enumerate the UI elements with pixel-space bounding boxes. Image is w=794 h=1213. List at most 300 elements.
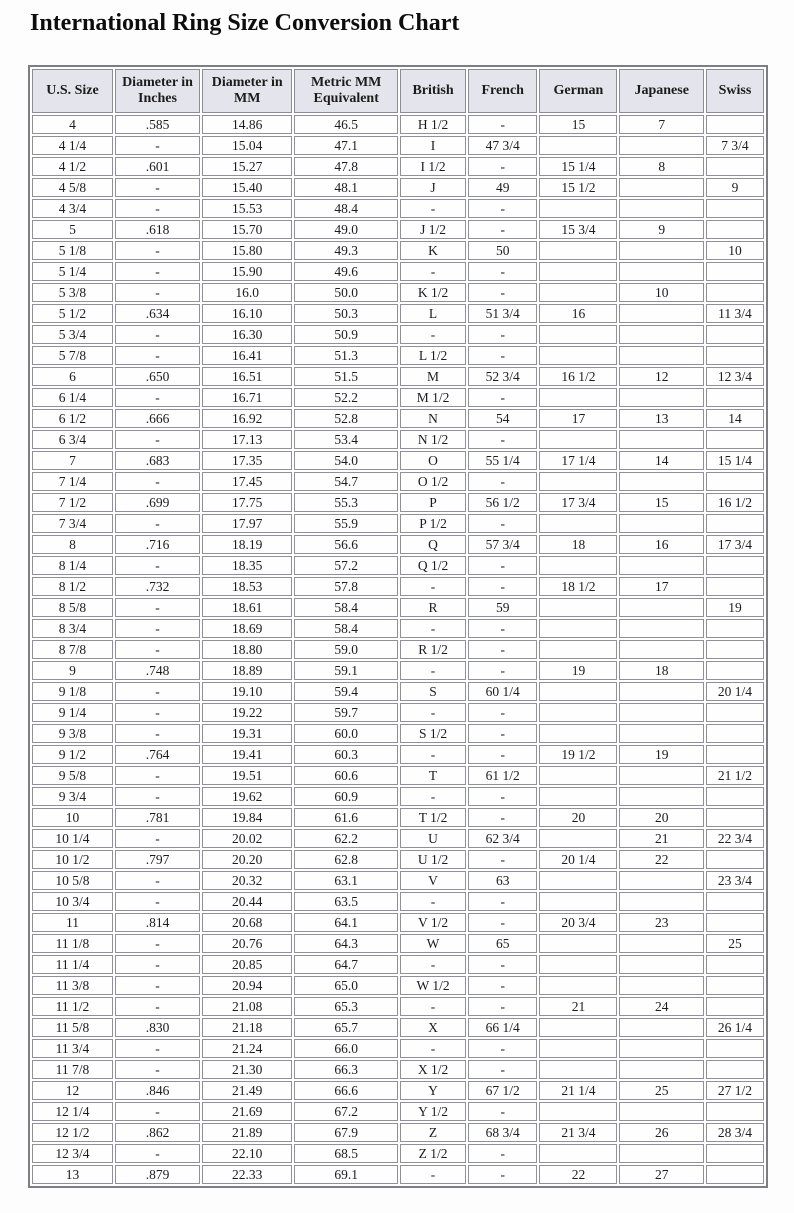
table-cell-swiss: 27 1/2 (706, 1081, 764, 1100)
table-cell-metric-mm-equivalent: 48.4 (294, 199, 398, 218)
table-cell-diameter-inches: .862 (115, 1123, 200, 1142)
table-cell-diameter-mm: 22.33 (202, 1165, 292, 1184)
table-cell-diameter-mm: 18.89 (202, 661, 292, 680)
table-cell-metric-mm-equivalent: 60.6 (294, 766, 398, 785)
table-cell-swiss (706, 703, 764, 722)
table-cell-diameter-mm: 20.02 (202, 829, 292, 848)
table-row (32, 871, 764, 890)
table-cell-metric-mm-equivalent: 62.2 (294, 829, 398, 848)
table-cell-german: 18 1/2 (539, 577, 617, 596)
table-cell-swiss (706, 262, 764, 281)
table-cell-us-size: 6 (32, 367, 113, 386)
table-cell-german: 19 (539, 661, 617, 680)
table-cell-us-size: 11 3/8 (32, 976, 113, 995)
table-cell-japanese (619, 556, 703, 575)
table-cell-diameter-inches: .732 (115, 577, 200, 596)
table-cell-diameter-mm: 16.41 (202, 346, 292, 365)
table-cell-diameter-mm: 16.92 (202, 409, 292, 428)
table-cell-metric-mm-equivalent: 54.0 (294, 451, 398, 470)
table-cell-metric-mm-equivalent: 60.9 (294, 787, 398, 806)
table-cell-swiss: 20 1/4 (706, 682, 764, 701)
table-row (32, 283, 764, 302)
table-cell-german (539, 598, 617, 617)
table-cell-japanese (619, 934, 703, 953)
table-cell-us-size: 6 3/4 (32, 430, 113, 449)
table-cell-diameter-mm: 21.89 (202, 1123, 292, 1142)
table-cell-us-size: 11 3/4 (32, 1039, 113, 1058)
table-row (32, 178, 764, 197)
table-cell-french: 57 3/4 (468, 535, 537, 554)
table-cell-diameter-inches: - (115, 955, 200, 974)
table-cell-diameter-inches: .764 (115, 745, 200, 764)
table-cell-metric-mm-equivalent: 48.1 (294, 178, 398, 197)
table-row (32, 388, 764, 407)
table-cell-german: 18 (539, 535, 617, 554)
table-cell-metric-mm-equivalent: 59.1 (294, 661, 398, 680)
table-cell-british: - (400, 1039, 466, 1058)
table-cell-diameter-mm: 19.22 (202, 703, 292, 722)
column-header-us-size: U.S. Size (32, 69, 113, 113)
table-cell-french: 55 1/4 (468, 451, 537, 470)
table-cell-metric-mm-equivalent: 50.9 (294, 325, 398, 344)
table-cell-diameter-inches: - (115, 1039, 200, 1058)
table-cell-swiss (706, 808, 764, 827)
table-cell-french: - (468, 199, 537, 218)
table-cell-french: - (468, 1102, 537, 1121)
table-cell-french: - (468, 262, 537, 281)
table-cell-british: - (400, 955, 466, 974)
table-cell-diameter-inches: - (115, 787, 200, 806)
table-cell-british: T 1/2 (400, 808, 466, 827)
table-cell-us-size: 13 (32, 1165, 113, 1184)
table-cell-british: K (400, 241, 466, 260)
table-cell-metric-mm-equivalent: 52.8 (294, 409, 398, 428)
table-row (32, 682, 764, 701)
table-row (32, 157, 764, 176)
table-cell-japanese (619, 1039, 703, 1058)
table-cell-british: R 1/2 (400, 640, 466, 659)
table-cell-diameter-mm: 18.69 (202, 619, 292, 638)
table-cell-us-size: 10 5/8 (32, 871, 113, 890)
table-cell-swiss (706, 640, 764, 659)
table-cell-diameter-inches: - (115, 829, 200, 848)
table-cell-diameter-mm: 17.97 (202, 514, 292, 533)
table-cell-us-size: 12 3/4 (32, 1144, 113, 1163)
table-body (32, 115, 764, 1184)
table-cell-german: 21 (539, 997, 617, 1016)
table-cell-metric-mm-equivalent: 49.0 (294, 220, 398, 239)
table-cell-japanese (619, 514, 703, 533)
table-cell-french: - (468, 220, 537, 239)
table-cell-british: Z 1/2 (400, 1144, 466, 1163)
table-cell-french: 52 3/4 (468, 367, 537, 386)
table-cell-diameter-mm: 18.61 (202, 598, 292, 617)
table-cell-diameter-mm: 20.20 (202, 850, 292, 869)
table-cell-metric-mm-equivalent: 61.6 (294, 808, 398, 827)
table-cell-diameter-inches: - (115, 241, 200, 260)
table-cell-japanese: 19 (619, 745, 703, 764)
table-cell-us-size: 9 1/2 (32, 745, 113, 764)
table-cell-diameter-mm: 21.69 (202, 1102, 292, 1121)
table-cell-swiss: 17 3/4 (706, 535, 764, 554)
table-cell-diameter-mm: 21.24 (202, 1039, 292, 1058)
table-cell-diameter-inches: - (115, 283, 200, 302)
table-cell-swiss (706, 976, 764, 995)
table-cell-swiss (706, 514, 764, 533)
table-cell-japanese: 14 (619, 451, 703, 470)
table-cell-japanese (619, 199, 703, 218)
table-cell-diameter-mm: 19.51 (202, 766, 292, 785)
table-cell-diameter-inches: .830 (115, 1018, 200, 1037)
table-cell-french: 59 (468, 598, 537, 617)
table-cell-german (539, 1102, 617, 1121)
table-cell-japanese (619, 724, 703, 743)
table-cell-diameter-mm: 21.18 (202, 1018, 292, 1037)
table-cell-japanese (619, 682, 703, 701)
table-cell-metric-mm-equivalent: 68.5 (294, 1144, 398, 1163)
table-cell-japanese: 26 (619, 1123, 703, 1142)
table-row (32, 766, 764, 785)
table-cell-diameter-inches: - (115, 346, 200, 365)
table-cell-diameter-inches: - (115, 640, 200, 659)
table-cell-german (539, 262, 617, 281)
table-cell-diameter-inches: - (115, 619, 200, 638)
table-cell-diameter-mm: 20.44 (202, 892, 292, 911)
table-cell-french: - (468, 1060, 537, 1079)
table-row (32, 619, 764, 638)
table-cell-diameter-mm: 18.35 (202, 556, 292, 575)
table-cell-british: - (400, 997, 466, 1016)
table-cell-diameter-inches: - (115, 934, 200, 953)
table-row (32, 1123, 764, 1142)
table-cell-diameter-inches: - (115, 703, 200, 722)
table-row (32, 808, 764, 827)
page-title: International Ring Size Conversion Chart (30, 10, 460, 36)
table-cell-metric-mm-equivalent: 59.4 (294, 682, 398, 701)
table-cell-japanese (619, 619, 703, 638)
table-cell-diameter-mm: 20.76 (202, 934, 292, 953)
table-cell-french: - (468, 619, 537, 638)
table-cell-french: 51 3/4 (468, 304, 537, 323)
table-cell-us-size: 10 1/2 (32, 850, 113, 869)
table-cell-diameter-inches: .699 (115, 493, 200, 512)
table-row (32, 577, 764, 596)
column-header-german: German (539, 69, 617, 113)
table-row (32, 724, 764, 743)
table-cell-british: N 1/2 (400, 430, 466, 449)
table-cell-german: 17 1/4 (539, 451, 617, 470)
table-cell-german: 20 (539, 808, 617, 827)
table-cell-french: - (468, 115, 537, 134)
table-cell-swiss (706, 220, 764, 239)
table-cell-japanese: 18 (619, 661, 703, 680)
table-cell-diameter-mm: 16.10 (202, 304, 292, 323)
table-cell-swiss (706, 472, 764, 491)
table-cell-us-size: 9 1/8 (32, 682, 113, 701)
table-cell-british: Q 1/2 (400, 556, 466, 575)
table-cell-french: - (468, 1039, 537, 1058)
table-cell-swiss: 15 1/4 (706, 451, 764, 470)
table-cell-metric-mm-equivalent: 52.2 (294, 388, 398, 407)
table-cell-metric-mm-equivalent: 60.0 (294, 724, 398, 743)
table-row (32, 661, 764, 680)
table-cell-diameter-inches: - (115, 892, 200, 911)
table-cell-japanese: 10 (619, 283, 703, 302)
table-cell-us-size: 8 (32, 535, 113, 554)
table-cell-french: - (468, 913, 537, 932)
table-cell-german (539, 619, 617, 638)
table-row (32, 598, 764, 617)
table-cell-swiss (706, 556, 764, 575)
table-cell-us-size: 9 3/8 (32, 724, 113, 743)
table-cell-us-size: 8 7/8 (32, 640, 113, 659)
table-cell-metric-mm-equivalent: 47.8 (294, 157, 398, 176)
table-cell-german (539, 955, 617, 974)
table-cell-diameter-inches: .879 (115, 1165, 200, 1184)
table-cell-metric-mm-equivalent: 69.1 (294, 1165, 398, 1184)
table-cell-japanese (619, 472, 703, 491)
table-cell-british: Y 1/2 (400, 1102, 466, 1121)
table-cell-diameter-inches: - (115, 598, 200, 617)
table-cell-german (539, 1060, 617, 1079)
table-cell-german (539, 346, 617, 365)
table-cell-us-size: 7 (32, 451, 113, 470)
table-cell-french: 66 1/4 (468, 1018, 537, 1037)
table-cell-metric-mm-equivalent: 51.3 (294, 346, 398, 365)
table-cell-swiss: 28 3/4 (706, 1123, 764, 1142)
table-cell-diameter-inches: - (115, 262, 200, 281)
table-row (32, 136, 764, 155)
table-row (32, 472, 764, 491)
table-cell-german (539, 241, 617, 260)
table-cell-swiss: 10 (706, 241, 764, 260)
table-cell-german: 16 (539, 304, 617, 323)
table-cell-british: J (400, 178, 466, 197)
table-cell-metric-mm-equivalent: 65.0 (294, 976, 398, 995)
table-row (32, 1165, 764, 1184)
table-cell-british: T (400, 766, 466, 785)
table-cell-french: - (468, 472, 537, 491)
table-cell-diameter-inches: - (115, 997, 200, 1016)
table-cell-swiss (706, 850, 764, 869)
table-cell-swiss: 22 3/4 (706, 829, 764, 848)
table-cell-metric-mm-equivalent: 55.3 (294, 493, 398, 512)
table-cell-us-size: 9 1/4 (32, 703, 113, 722)
table-cell-us-size: 5 3/4 (32, 325, 113, 344)
table-cell-diameter-inches: .846 (115, 1081, 200, 1100)
table-row (32, 535, 764, 554)
table-row (32, 514, 764, 533)
table-cell-us-size: 6 1/4 (32, 388, 113, 407)
table-row (32, 451, 764, 470)
table-cell-diameter-inches: .666 (115, 409, 200, 428)
table-cell-british: Q (400, 535, 466, 554)
table-cell-swiss (706, 388, 764, 407)
table-cell-french: - (468, 1144, 537, 1163)
column-header-swiss: Swiss (706, 69, 764, 113)
table-cell-metric-mm-equivalent: 66.6 (294, 1081, 398, 1100)
table-cell-french: - (468, 703, 537, 722)
table-cell-japanese (619, 871, 703, 890)
table-row (32, 745, 764, 764)
table-row (32, 556, 764, 575)
table-cell-swiss (706, 157, 764, 176)
table-cell-japanese: 21 (619, 829, 703, 848)
table-cell-metric-mm-equivalent: 49.3 (294, 241, 398, 260)
table-cell-us-size: 4 (32, 115, 113, 134)
table-cell-us-size: 11 7/8 (32, 1060, 113, 1079)
table-cell-diameter-inches: - (115, 136, 200, 155)
table-cell-us-size: 8 1/4 (32, 556, 113, 575)
table-row (32, 850, 764, 869)
table-cell-british: L 1/2 (400, 346, 466, 365)
table-cell-diameter-inches: - (115, 556, 200, 575)
table-cell-diameter-inches: .585 (115, 115, 200, 134)
table-cell-german: 16 1/2 (539, 367, 617, 386)
table-cell-diameter-mm: 21.08 (202, 997, 292, 1016)
table-cell-us-size: 4 1/2 (32, 157, 113, 176)
table-cell-metric-mm-equivalent: 50.3 (294, 304, 398, 323)
table-cell-british: - (400, 325, 466, 344)
table-cell-diameter-inches: .781 (115, 808, 200, 827)
table-cell-german (539, 829, 617, 848)
table-cell-diameter-mm: 15.70 (202, 220, 292, 239)
table-cell-british: - (400, 577, 466, 596)
table-cell-swiss: 11 3/4 (706, 304, 764, 323)
column-header-diameter-mm: Diameter in MM (202, 69, 292, 113)
table-cell-french: 68 3/4 (468, 1123, 537, 1142)
table-cell-french: 50 (468, 241, 537, 260)
table-cell-metric-mm-equivalent: 58.4 (294, 598, 398, 617)
table-cell-british: W 1/2 (400, 976, 466, 995)
table-row (32, 220, 764, 239)
table-cell-metric-mm-equivalent: 63.5 (294, 892, 398, 911)
table-cell-us-size: 11 5/8 (32, 1018, 113, 1037)
table-cell-german (539, 199, 617, 218)
table-cell-us-size: 12 1/4 (32, 1102, 113, 1121)
table-cell-us-size: 7 3/4 (32, 514, 113, 533)
table-cell-diameter-inches: - (115, 1144, 200, 1163)
table-cell-us-size: 4 1/4 (32, 136, 113, 155)
table-cell-german: 20 1/4 (539, 850, 617, 869)
table-cell-diameter-inches: - (115, 178, 200, 197)
table-row (32, 934, 764, 953)
table-cell-french: - (468, 556, 537, 575)
table-cell-british: P (400, 493, 466, 512)
table-cell-diameter-mm: 20.94 (202, 976, 292, 995)
table-cell-german (539, 283, 617, 302)
table-cell-german (539, 472, 617, 491)
table-row (32, 787, 764, 806)
table-cell-diameter-mm: 16.71 (202, 388, 292, 407)
table-cell-japanese: 17 (619, 577, 703, 596)
table-cell-us-size: 8 5/8 (32, 598, 113, 617)
table-cell-german (539, 976, 617, 995)
table-cell-japanese (619, 955, 703, 974)
table-cell-japanese (619, 178, 703, 197)
table-cell-metric-mm-equivalent: 66.0 (294, 1039, 398, 1058)
table-cell-french: 47 3/4 (468, 136, 537, 155)
table-cell-french: - (468, 997, 537, 1016)
ring-size-conversion-table (28, 65, 768, 1188)
table-cell-french: - (468, 661, 537, 680)
table-cell-french: - (468, 808, 537, 827)
table-cell-diameter-inches: .634 (115, 304, 200, 323)
table-cell-japanese (619, 304, 703, 323)
table-cell-us-size: 12 (32, 1081, 113, 1100)
table-cell-swiss (706, 325, 764, 344)
table-cell-metric-mm-equivalent: 55.9 (294, 514, 398, 533)
table-cell-diameter-mm: 19.31 (202, 724, 292, 743)
table-cell-metric-mm-equivalent: 63.1 (294, 871, 398, 890)
table-cell-diameter-mm: 15.80 (202, 241, 292, 260)
table-cell-diameter-inches: .797 (115, 850, 200, 869)
table-cell-us-size: 11 1/2 (32, 997, 113, 1016)
table-cell-german (539, 871, 617, 890)
table-cell-japanese (619, 241, 703, 260)
table-cell-british: I (400, 136, 466, 155)
table-cell-japanese (619, 703, 703, 722)
table-cell-swiss (706, 661, 764, 680)
table-cell-us-size: 5 7/8 (32, 346, 113, 365)
table-cell-metric-mm-equivalent: 65.3 (294, 997, 398, 1016)
table-cell-swiss (706, 619, 764, 638)
table-cell-us-size: 10 (32, 808, 113, 827)
table-cell-british: N (400, 409, 466, 428)
table-cell-british: V 1/2 (400, 913, 466, 932)
table-cell-german: 15 1/4 (539, 157, 617, 176)
table-cell-metric-mm-equivalent: 57.8 (294, 577, 398, 596)
table-cell-diameter-mm: 21.30 (202, 1060, 292, 1079)
table-row (32, 325, 764, 344)
table-cell-diameter-inches: - (115, 1102, 200, 1121)
table-cell-british: I 1/2 (400, 157, 466, 176)
table-cell-german: 21 3/4 (539, 1123, 617, 1142)
table-cell-french: - (468, 745, 537, 764)
table-cell-diameter-inches: - (115, 766, 200, 785)
table-cell-us-size: 8 1/2 (32, 577, 113, 596)
table-cell-swiss (706, 892, 764, 911)
table-cell-british: J 1/2 (400, 220, 466, 239)
column-header-british: British (400, 69, 466, 113)
table-cell-british: - (400, 661, 466, 680)
table-cell-diameter-mm: 15.04 (202, 136, 292, 155)
table-cell-metric-mm-equivalent: 59.7 (294, 703, 398, 722)
table-cell-german (539, 514, 617, 533)
table-cell-us-size: 4 3/4 (32, 199, 113, 218)
table-cell-british: H 1/2 (400, 115, 466, 134)
table-cell-german (539, 766, 617, 785)
table-cell-diameter-inches: .683 (115, 451, 200, 470)
table-cell-diameter-inches: - (115, 1060, 200, 1079)
table-cell-diameter-inches: - (115, 430, 200, 449)
table-cell-us-size: 5 1/4 (32, 262, 113, 281)
table-cell-diameter-inches: .814 (115, 913, 200, 932)
table-cell-diameter-mm: 15.27 (202, 157, 292, 176)
table-cell-japanese (619, 1144, 703, 1163)
table-cell-diameter-mm: 17.35 (202, 451, 292, 470)
table-cell-swiss (706, 115, 764, 134)
table-cell-metric-mm-equivalent: 49.6 (294, 262, 398, 281)
table-cell-british: V (400, 871, 466, 890)
table-cell-british: - (400, 787, 466, 806)
table-cell-french: - (468, 724, 537, 743)
table-cell-diameter-mm: 16.30 (202, 325, 292, 344)
table-row (32, 199, 764, 218)
table-cell-swiss (706, 1165, 764, 1184)
table-cell-german (539, 430, 617, 449)
table-cell-british: U (400, 829, 466, 848)
